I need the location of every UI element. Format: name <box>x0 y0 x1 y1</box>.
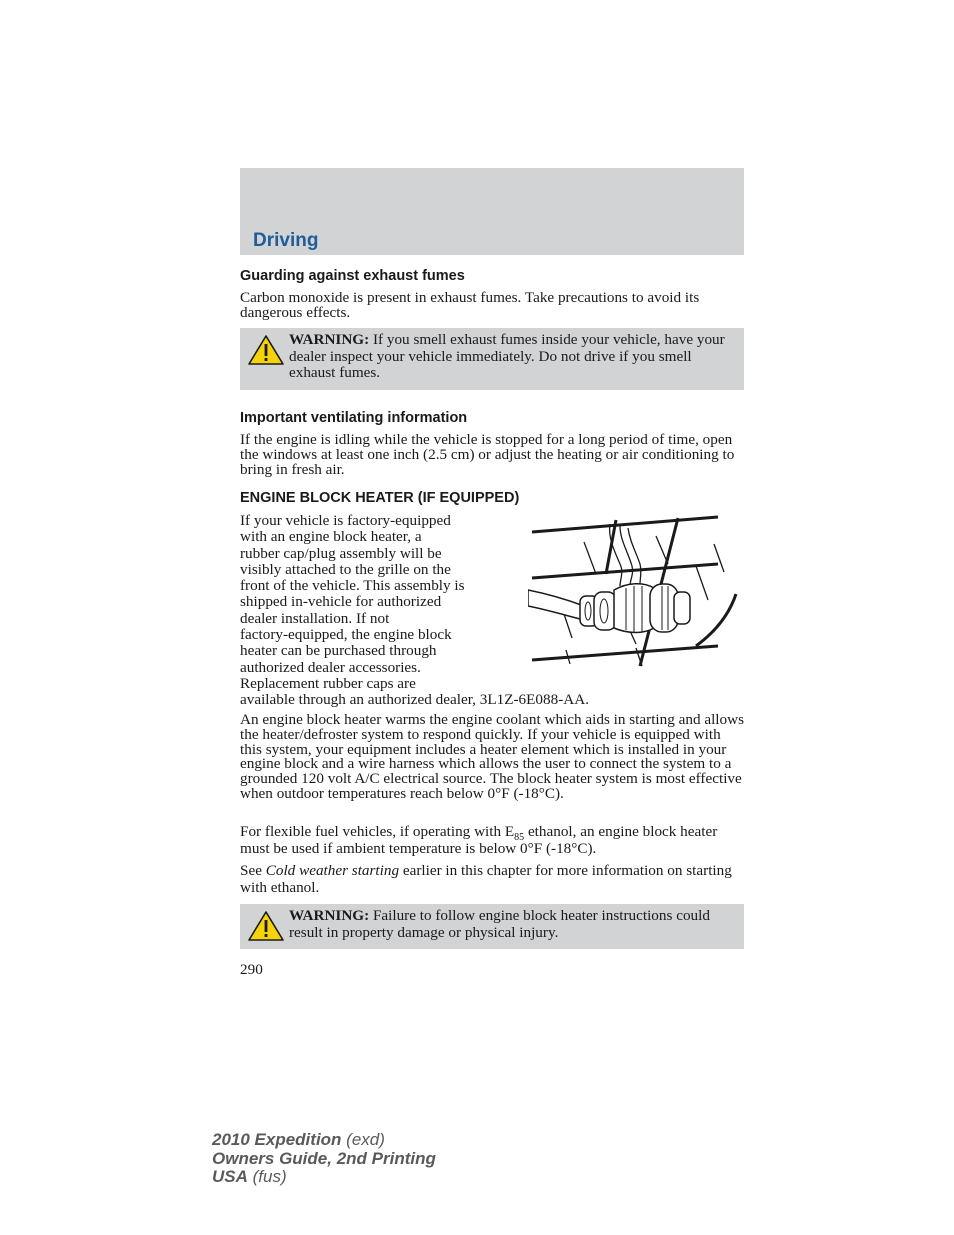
block-heater-warning-box <box>240 904 744 949</box>
para4-see: See <box>240 862 266 879</box>
footer-market: USA <box>212 1167 248 1186</box>
warning-text: If you smell exhaust fumes inside your vehicle, have your dealer inspect your vehicle immediately. Do not drive if you smell exhaust fumes. <box>289 331 725 382</box>
para3-text-continued: ethanol, an engine block heater must be used if ambient temperature is below 0°F (-18°C). <box>240 823 718 857</box>
ventilating-body: If the engine is idling while the vehicle is stopped for a long period of time, open the windows at least one inch (2.5 cm) or adjust the heating or air conditioning to bring in fresh air. <box>240 431 735 479</box>
exhaust-body: Carbon monoxide is present in exhaust fumes. Take precautions to avoid its dangerous effects. <box>240 289 700 322</box>
block-heater-illustration <box>528 514 740 674</box>
section-title: Driving <box>253 230 319 251</box>
manual-page <box>240 168 744 978</box>
intro-line: with an engine block heater, a <box>240 528 422 546</box>
block-heater-para4 <box>240 862 744 896</box>
ventilating-heading: Important ventilating information <box>240 410 468 426</box>
intro-line: factory-equipped, the engine block <box>240 626 452 644</box>
intro-line: If your vehicle is factory-equipped <box>240 512 451 529</box>
block-heater-intro <box>240 513 500 692</box>
warning-text: Failure to follow engine block heater instructions could result in property damage or physical injury. <box>289 907 710 941</box>
block-heater-heading: ENGINE BLOCK HEATER (IF EQUIPPED) <box>240 490 520 506</box>
intro-line: dealer installation. If not <box>240 609 390 627</box>
intro-line: Replacement rubber caps are <box>240 674 416 692</box>
intro-line: rubber cap/plug assembly will be <box>240 544 442 562</box>
para3-text: For flexible fuel vehicles, if operating with E <box>240 823 515 840</box>
intro-line: shipped in-vehicle for authorized <box>240 593 442 611</box>
warning-label: WARNING: <box>289 331 370 348</box>
section-header-band <box>240 168 744 255</box>
intro-line: visibly attached to the grille on the <box>240 560 451 578</box>
intro-last-line: available through an authorized dealer, 3L1Z-6E088-AA. <box>240 691 589 708</box>
exhaust-heading: Guarding against exhaust fumes <box>240 268 465 284</box>
ethanol-subscript: 85 <box>514 832 525 844</box>
warning-label: WARNING: <box>289 907 370 924</box>
para4-text: earlier in this chapter for more information on starting with ethanol. <box>240 862 732 896</box>
footer-market-code: (fus) <box>247 1167 287 1186</box>
footer-printing: Owners Guide, 2nd Printing <box>212 1148 436 1168</box>
warning-triangle-icon <box>247 334 285 366</box>
page-number: 290 <box>240 961 263 978</box>
intro-line: front of the vehicle. This assembly is <box>240 577 465 595</box>
document-footer <box>212 1131 436 1187</box>
cold-weather-starting-reference: Cold weather starting <box>265 862 400 879</box>
block-heater-para2: An engine block heater warms the engine coolant which aids in starting and allows the heater/defroster system to respond quickly. If your vehicle is equipped with this system, your equipment includes a heater element which is installed in your engine block and a wire harness which allows the user to connect the system to a grounded 120 volt A/C electrical source. The block heater system is most effective when outdoor temperatures reach below 0°F (-18°C). <box>240 711 744 802</box>
intro-line: authorized dealer accessories. <box>240 658 421 676</box>
exhaust-warning-box <box>240 328 744 390</box>
footer-model-code: (exd) <box>341 1130 385 1149</box>
footer-model: 2010 Expedition <box>212 1130 342 1149</box>
block-heater-para3 <box>240 823 744 857</box>
warning-triangle-icon <box>247 910 285 942</box>
intro-line: heater can be purchased through <box>240 642 437 660</box>
